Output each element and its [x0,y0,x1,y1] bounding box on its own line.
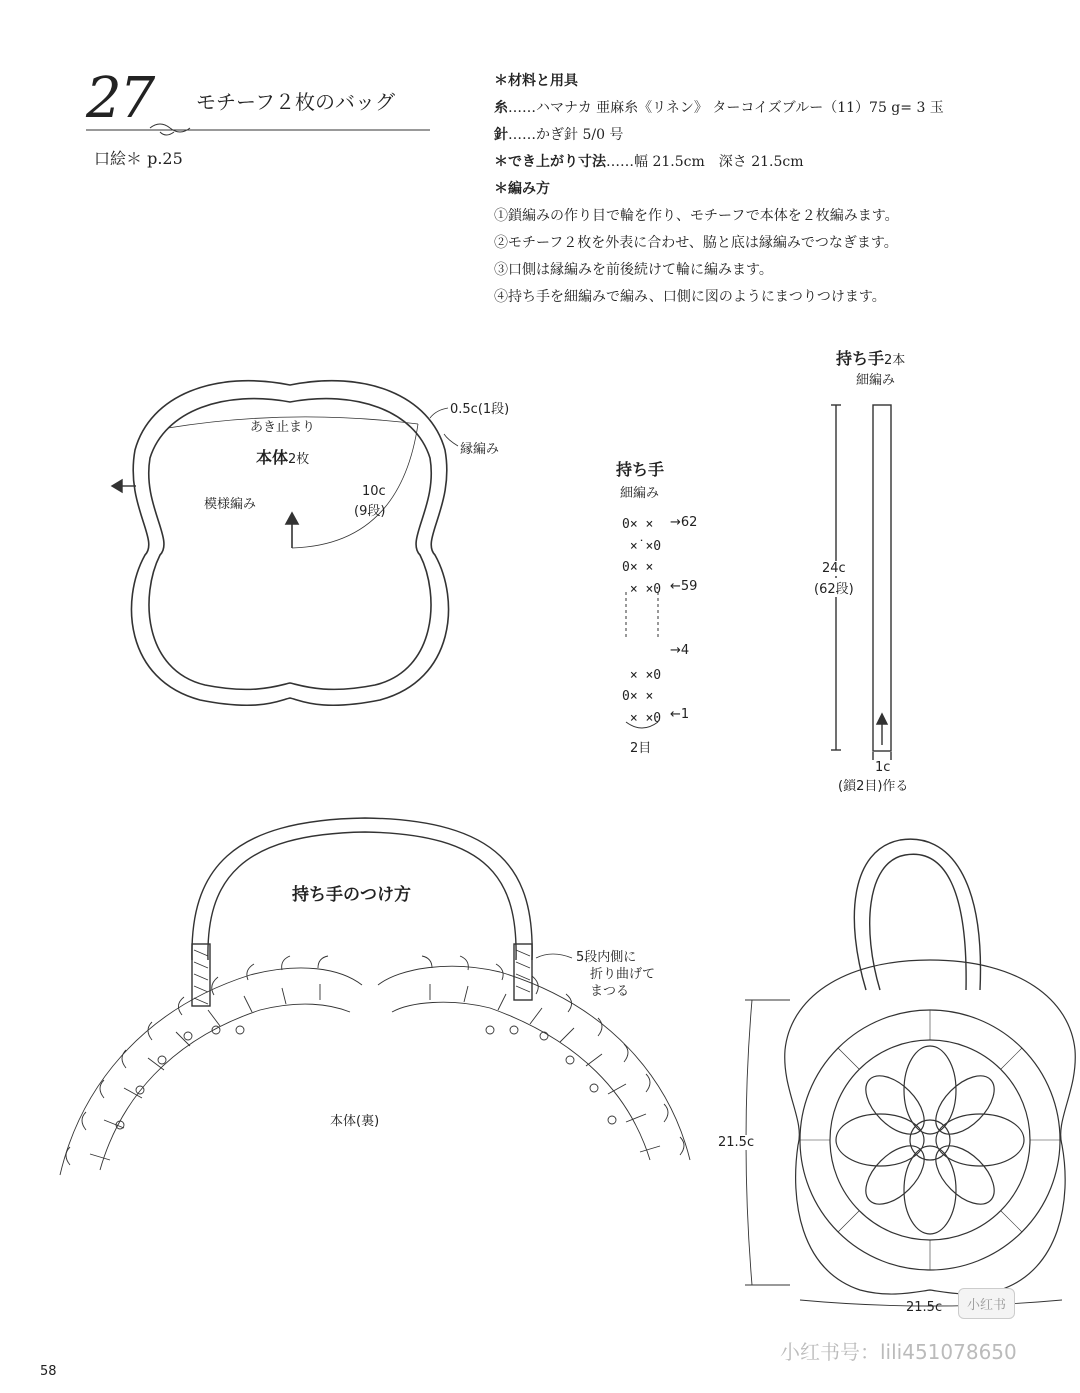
edging-label: 縁編み [460,442,500,457]
pattern-number: 27 [86,66,154,131]
body-back-label: 本体(裏) [330,1114,380,1129]
radius-label: 10c [362,484,386,499]
fold-note-leader [536,954,572,958]
body-count: 2枚 [288,452,310,467]
body-title-text: 本体 [256,448,289,467]
yarn-label: 糸 [494,100,508,116]
page-reference: 口絵＊ p.25 [94,149,183,168]
pattern-title: モチーフ２枚のバッグ [196,90,395,114]
step-1: ①鎖編みの作り目で輪を作り、モチーフで本体を２枚編みます。 [494,208,899,224]
finished-dimensions [745,1000,1062,1306]
handle-piece-stitch: 細編み [856,373,896,388]
pattern-stitch-label: 模様編み [204,497,257,512]
opening-label: あき止まり [250,420,316,435]
chart-base-label: 2目 [630,741,652,756]
fold-note-2: 折り曲げて [590,967,656,982]
attach-handle-arch [192,818,532,1006]
radius-rows-label: (9段) [354,504,386,519]
step-2: ②モチーフ２枚を外表に合わせ、脇と底は縁編みでつなぎます。 [494,235,898,251]
edge-width-label: 0.5c(1段) [450,402,510,417]
needle-value: ……かぎ針 5/0 号 [508,127,624,143]
finished-bag-body [785,960,1076,1294]
attach-title: 持ち手のつけ方 [292,885,411,905]
yarn-value: ……ハマナカ 亜麻糸《リネン》 ターコイズブルー（11）75 g= 3 玉 [508,100,944,116]
edging-leader [444,434,458,446]
materials-heading: ＊材料と用具 [494,73,578,89]
bag-radials [800,1010,1060,1270]
handle-chart-crosses: 0× × ×˙×0 0× × × ×0 × ×0 0× × × ×0 [622,517,662,726]
body-title [256,445,309,468]
step-3: ③口側は縁編みを前後続けて輪に編みます。 [494,262,773,278]
watermark-logo: 小红书 [958,1288,1015,1319]
handle-width-label: 1c [875,760,891,775]
bag-petals [836,1046,1024,1234]
handle-width-note: (鎖2目)作る [838,779,909,794]
size-value: ……幅 21.5cm 深さ 21.5cm [606,154,804,170]
fold-note-3: まつる [590,984,630,999]
handle-piece-title-text: 持ち手 [836,349,885,368]
finished-width-label: 21.5c [906,1300,943,1315]
row-59-label: ←59 [670,579,698,594]
edge-leader [430,408,448,418]
method-heading: ＊編み方 [494,181,550,197]
needle-label: 針 [494,127,508,143]
handle-chart-stitch: 細編み [620,486,660,501]
radius-arc [292,424,418,548]
fold-note-1: 5段内側に [576,950,637,965]
page-number: 58 [40,1364,57,1379]
handle-chart-title: 持ち手 [616,460,665,479]
handle-length-rows: (62段) [814,578,854,597]
row-62-label: →62 [670,515,698,530]
handle-length-label: 24c [822,561,846,576]
finished-bag-handles [854,839,980,990]
finished-height-label: 21.5c [718,1135,755,1150]
row-4-label: →4 [670,643,690,658]
row-1-label: ←1 [670,707,690,722]
handle-piece-title [836,346,905,369]
step-4: ④持ち手を細編みで編み、口側に図のようにまつりつけます。 [494,289,886,305]
start-arrow [286,513,298,548]
size-heading: ＊でき上がり寸法 [494,154,606,170]
handle-strip-arrow [877,714,887,745]
left-arrow [112,480,136,492]
handle-piece-count: 2本 [884,353,906,368]
watermark-text: 小红书号：lili451078650 [780,1340,1017,1364]
title-ornament [86,124,430,135]
